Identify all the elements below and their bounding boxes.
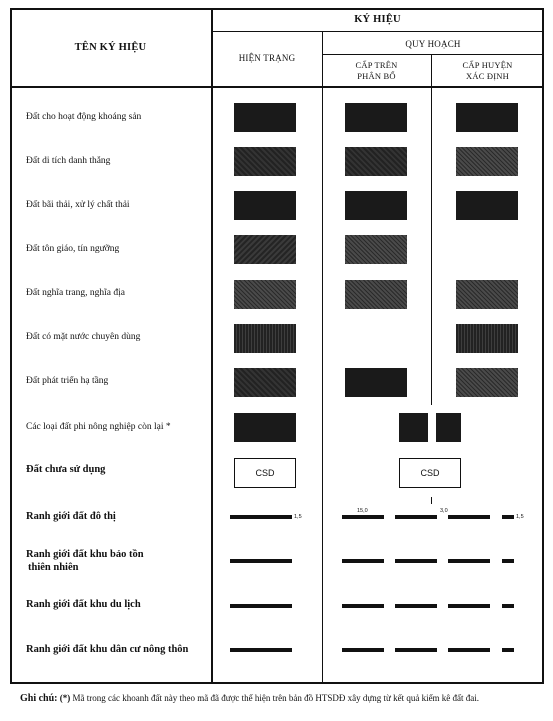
boundary-do-thi-hien-trang: [230, 515, 292, 519]
swatch-mat-nuoc-cap-huyen: [456, 324, 518, 353]
swatch-khoang-san-hien-trang: [234, 103, 296, 132]
header-cap-huyen: [431, 60, 544, 82]
row-label-ton-giao: Đất tôn giáo, tín ngưỡng: [26, 244, 120, 254]
boundary-du-lich-dash-2: [395, 604, 437, 608]
footnote-prefix: Ghi chú:: [20, 693, 58, 704]
row-label-phi-nong-nghiep: Các loại đất phi nông nghiệp còn lại *: [26, 422, 171, 432]
header-divider-bottom: [10, 86, 544, 88]
header-quy-hoach: QUY HOẠCH: [405, 39, 461, 49]
swatch-di-tich-cap-tren: [345, 147, 407, 176]
header-cap-huyen-line2: XÁC ĐỊNH: [466, 71, 509, 81]
csd-box-hien-trang: CSD: [234, 458, 296, 488]
boundary-du-lich-hien-trang: [230, 604, 292, 608]
dim-label-d: 1,5: [516, 514, 524, 520]
boundary-bao-ton-dash-2: [395, 559, 437, 563]
table-border-bottom: [10, 682, 544, 684]
header-cap-tren-line1: CẤP TRÊN: [355, 60, 398, 70]
header-divider-quyhoach: [322, 54, 544, 55]
swatch-ton-giao-hien-trang: [234, 235, 296, 264]
row-label-ranh-gioi-do-thi: Ranh giới đất đô thị: [26, 511, 116, 522]
swatch-khoang-san-cap-huyen: [456, 103, 518, 132]
boundary-dan-cu-hien-trang: [230, 648, 292, 652]
csd-box-quy-hoach: CSD: [399, 458, 461, 488]
header-cap-tren: [322, 60, 431, 82]
boundary-do-thi-dash-3: [448, 515, 490, 519]
row-label-khoang-san: Đất cho hoạt động khoáng sản: [26, 112, 142, 122]
swatch-bai-thai-hien-trang: [234, 191, 296, 220]
swatch-di-tich-cap-huyen: [456, 147, 518, 176]
row-label-ha-tang: Đất phát triển hạ tầng: [26, 376, 109, 386]
row-label-bao-ton-line1: Ranh giới đất khu bảo tồn: [26, 549, 144, 560]
table-border-left: [10, 8, 12, 684]
footnote-marker: (*): [59, 693, 71, 703]
boundary-bao-ton-dash-4: [502, 559, 514, 563]
swatch-nghia-trang-cap-tren: [345, 280, 407, 309]
boundary-bao-ton-hien-trang: [230, 559, 292, 563]
header-cap-huyen-line1: CẤP HUYỆN: [462, 60, 513, 70]
swatch-phi-nong-nghiep-hien-trang: [234, 413, 296, 442]
boundary-do-thi-dash-4: [502, 515, 514, 519]
boundary-du-lich-dash-1: [342, 604, 384, 608]
row-label-nghia-trang: Đất nghĩa trang, nghĩa địa: [26, 288, 125, 298]
dim-label-c: 3,0: [440, 508, 448, 514]
swatch-mat-nuoc-hien-trang: [234, 324, 296, 353]
header-ten-ky-hieu: TÊN KÝ HIỆU: [74, 42, 147, 53]
swatch-khoang-san-cap-tren: [345, 103, 407, 132]
swatch-bai-thai-cap-tren: [345, 191, 407, 220]
swatch-ton-giao-cap-tren: [345, 235, 407, 264]
swatch-di-tich-hien-trang: [234, 147, 296, 176]
header-divider-kyhieu: [211, 31, 544, 32]
footnote: [20, 693, 479, 704]
row-label-bai-thai: Đất bãi thải, xử lý chất thải: [26, 200, 130, 210]
row-label-bao-ton-line2: thiên nhiên: [28, 562, 79, 573]
swatch-nghia-trang-cap-huyen: [456, 280, 518, 309]
swatch-nghia-trang-hien-trang: [234, 280, 296, 309]
header-hien-trang: HIỆN TRẠNG: [238, 53, 296, 63]
boundary-dan-cu-dash-4: [502, 648, 514, 652]
row-label-du-lich: Ranh giới đất khu du lịch: [26, 599, 141, 610]
header-ky-hieu: KÝ HIỆU: [354, 14, 401, 25]
boundary-bao-ton-dash-1: [342, 559, 384, 563]
column-divider-quyhoach: [322, 31, 323, 684]
row-label-dan-cu-nong-thon: Ranh giới đất khu dân cư nông thôn: [26, 644, 189, 655]
header-cap-tren-line2: PHÂN BỔ: [357, 71, 396, 81]
row-label-di-tich: Đất di tích danh thắng: [26, 156, 111, 166]
boundary-du-lich-dash-3: [448, 604, 490, 608]
swatch-bai-thai-cap-huyen: [456, 191, 518, 220]
boundary-dan-cu-dash-3: [448, 648, 490, 652]
boundary-du-lich-dash-4: [502, 604, 514, 608]
swatch-ha-tang-cap-tren: [345, 368, 407, 397]
swatch-ha-tang-hien-trang: [234, 368, 296, 397]
footnote-text: Mã trong các khoanh đất này theo mã đã được thể hiện trên bản đồ HTSDĐ xây dựng từ kết quả kiểm kê đất đai.: [72, 693, 480, 703]
row-label-mat-nuoc: Đất có mặt nước chuyên dùng: [26, 332, 141, 342]
boundary-dan-cu-dash-2: [395, 648, 437, 652]
boundary-bao-ton-dash-3: [448, 559, 490, 563]
swatch-ha-tang-cap-huyen: [456, 368, 518, 397]
row-label-chua-su-dung: Đất chưa sử dụng: [26, 464, 106, 475]
column-divider-name: [211, 8, 213, 684]
table-border-top: [10, 8, 544, 10]
row-label-bao-ton: [26, 548, 144, 574]
table-border-right: [542, 8, 544, 684]
boundary-do-thi-dash-2: [395, 515, 437, 519]
dim-label-a: 1,5: [294, 514, 302, 520]
boundary-do-thi-dash-1: [342, 515, 384, 519]
dim-label-b: 15,0: [357, 508, 368, 514]
boundary-dan-cu-dash-1: [342, 648, 384, 652]
